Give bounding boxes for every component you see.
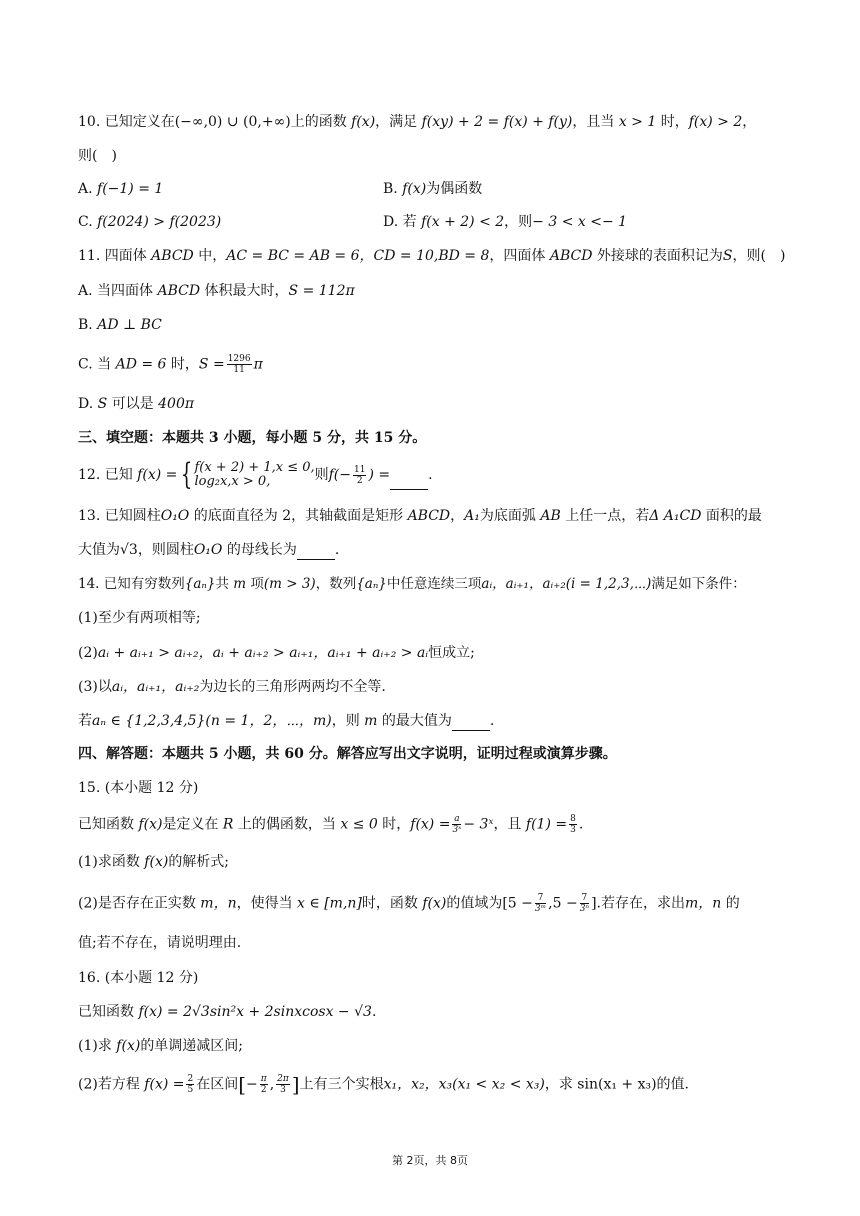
text: . xyxy=(489,713,495,729)
text: (2)是否存在正实数 xyxy=(78,895,196,912)
text: 已知函数 xyxy=(78,816,134,833)
q14-question xyxy=(78,711,494,731)
math: f(x) xyxy=(402,181,427,197)
math: O₁O xyxy=(193,542,223,558)
text: 为偶函数 xyxy=(426,181,483,197)
math: f(x) xyxy=(422,895,447,912)
text: 外接球的表面积记为 xyxy=(596,248,723,264)
text: 的 xyxy=(725,895,740,912)
q15-heading: 15. (本小题 12 分) xyxy=(78,780,199,796)
text: ， xyxy=(450,508,465,524)
numerator: a xyxy=(454,814,460,824)
math: x ≤ 0 xyxy=(340,816,378,833)
fraction xyxy=(569,814,577,835)
text: 中任意连续三项 xyxy=(386,576,482,592)
text: ，且当 xyxy=(572,114,615,130)
math: S xyxy=(97,396,108,412)
q15-part-2-continued: 值;若不存在，请说明理由. xyxy=(78,935,242,951)
text: 的底面直径为 2，其轴截面是矩形 xyxy=(193,508,404,524)
math: AD = 6 xyxy=(115,356,167,373)
math: f(x) xyxy=(138,816,163,833)
q15-part-2 xyxy=(78,893,740,914)
text: ，使得当 xyxy=(236,895,293,912)
q13-line-1 xyxy=(78,506,762,526)
math: m xyxy=(233,576,247,592)
text: 在区间 xyxy=(196,1076,239,1093)
math: ] xyxy=(591,895,597,912)
math: f(− xyxy=(328,467,351,483)
math: S xyxy=(722,248,733,264)
label: B. xyxy=(78,317,93,333)
text: 12. 已知 xyxy=(78,467,133,483)
fraction xyxy=(535,893,546,914)
math: aᵢ + aᵢ₊₁ > aᵢ₊₂，aᵢ + aᵢ₊₂ > aᵢ₊₁，aᵢ₊₁ + aᵢ₊₂ > aᵢ xyxy=(97,645,429,661)
q16-heading: 16. (本小题 12 分) xyxy=(78,970,199,986)
q13-line-2 xyxy=(78,540,339,560)
text: 项 xyxy=(250,576,264,592)
piecewise-cases xyxy=(194,461,314,489)
math: sin(x₁ + x₃) xyxy=(577,1076,657,1093)
brace: { xyxy=(181,457,193,492)
q15-stem xyxy=(78,814,583,835)
text: 面积的最 xyxy=(705,508,762,524)
denominator: 11 xyxy=(233,365,245,375)
text: 已知函数 xyxy=(78,1004,134,1020)
math: − 3 < x <− 1 xyxy=(532,214,628,230)
fraction xyxy=(260,1074,268,1095)
math: AB xyxy=(540,508,561,524)
math: {aₙ} xyxy=(184,576,216,592)
math: O₁O xyxy=(160,508,190,524)
denominator: 2 xyxy=(356,475,363,486)
text: 的单调递减区间; xyxy=(140,1038,244,1054)
numerator: 7 xyxy=(581,893,588,903)
math: R xyxy=(222,816,234,833)
numerator: 2 xyxy=(187,1074,194,1084)
text: (1)求函数 xyxy=(78,854,140,870)
text: 上任一点，若 xyxy=(565,508,650,524)
q14-condition-3 xyxy=(78,677,386,697)
math: f(x) = 2√3sin²x + 2sinxcosx − √3 xyxy=(138,1004,372,1020)
math: f(1) = xyxy=(525,816,568,833)
q14-condition-1: (1)至少有两项相等; xyxy=(78,610,201,626)
text: 为底面弧 xyxy=(479,508,536,524)
math: f(2024) > f(2023) xyxy=(97,214,222,230)
text: 的值. xyxy=(656,1076,689,1093)
q10-stem xyxy=(78,112,756,132)
math: π xyxy=(253,356,263,373)
section-4-heading: 四、解答题：本题共 5 小题，共 60 分。解答应写出文字说明，证明过程或演算步骤。 xyxy=(78,746,617,762)
text: 上的偶函数，当 xyxy=(237,816,336,833)
math: aᵢ，aᵢ₊₁，aᵢ₊₂(i = 1,2,3,⋯) xyxy=(481,576,652,592)
math: x₁，x₂，x₃(x₁ < x₂ < x₃) xyxy=(383,1076,545,1093)
q11-stem xyxy=(78,246,785,266)
denominator: 3 xyxy=(280,1085,286,1095)
text: ，且 xyxy=(493,816,522,833)
denominator: 3 xyxy=(570,825,576,835)
text: . xyxy=(578,816,584,833)
text: ，则圆柱 xyxy=(137,542,194,558)
q11-option-d xyxy=(78,394,194,414)
text: 10. 已知定义在 xyxy=(78,114,175,130)
math: f(x) xyxy=(116,1038,141,1054)
denominator: 2 xyxy=(260,1085,267,1095)
numerator: 2π xyxy=(277,1074,289,1084)
answer-blank[interactable] xyxy=(297,545,335,560)
text: 若 xyxy=(78,713,92,729)
denominator: 3ᵐ xyxy=(534,904,547,914)
math: m，n xyxy=(685,895,722,912)
text: 13. 已知圆柱 xyxy=(78,508,161,524)
text: 中， xyxy=(198,248,227,264)
numerator: 1296 xyxy=(227,354,251,364)
text: 时， xyxy=(170,356,199,373)
math: f(x) xyxy=(351,114,376,130)
math: ) = xyxy=(368,467,391,483)
math: − 3ˣ xyxy=(463,816,494,833)
text: 上有三个实根 xyxy=(299,1076,384,1093)
label: C. xyxy=(78,214,93,230)
text: (2) xyxy=(78,645,98,661)
q16-stem xyxy=(78,1002,376,1022)
text: 的母线长为 xyxy=(226,542,297,558)
text: 可以是 xyxy=(111,396,154,412)
math: (−∞,0) ∪ (0,+∞) xyxy=(174,114,291,130)
math: f(x) xyxy=(144,854,169,870)
math: aᵢ，aᵢ₊₁，aᵢ₊₂ xyxy=(111,679,200,695)
answer-blank[interactable] xyxy=(452,716,490,731)
math: f(xy) + 2 = f(x) + f(y) xyxy=(421,114,573,130)
math: {aₙ} xyxy=(356,576,387,592)
math: AC = BC = AB = 6，CD = 10,BD = 8 xyxy=(226,248,490,264)
math: √3 xyxy=(120,542,138,558)
q14-condition-2 xyxy=(78,643,475,663)
page-footer: 第 2页，共 8页 xyxy=(392,1154,468,1167)
text: ，求 xyxy=(544,1076,573,1093)
text: 时， xyxy=(382,816,411,833)
math: f(x + 2) < 2 xyxy=(421,214,505,230)
math: f(x) > 2 xyxy=(688,114,743,130)
fraction xyxy=(353,465,366,486)
q10-option-d xyxy=(383,212,627,232)
answer-blank[interactable] xyxy=(390,475,428,490)
text: 时，函数 xyxy=(361,895,418,912)
q12-stem xyxy=(78,457,433,492)
fraction xyxy=(452,814,461,835)
left-bracket: [ xyxy=(238,1072,247,1097)
math: ABCD xyxy=(549,248,593,264)
math: x > 1 xyxy=(618,114,657,130)
math: AD ⊥ BC xyxy=(97,317,162,333)
text: ，满足 xyxy=(375,114,418,130)
math: f(x) = xyxy=(144,1076,185,1093)
text: 的值域为 xyxy=(446,895,503,912)
section-3-heading: 三、填空题：本题共 3 小题，每小题 5 分，共 15 分。 xyxy=(78,430,427,446)
denominator: 5 xyxy=(187,1085,194,1095)
q11-option-b xyxy=(78,315,162,335)
text: . xyxy=(334,542,340,558)
text: A. 当四面体 xyxy=(78,283,154,299)
math: f(−1) = 1 xyxy=(97,181,164,197)
text: 恒成立; xyxy=(428,645,475,661)
q16-part-1 xyxy=(78,1036,243,1056)
q10-then xyxy=(78,146,117,166)
text: 的最大值为 xyxy=(381,713,452,729)
text: 共 xyxy=(215,576,229,592)
text: ， xyxy=(742,114,757,130)
text: ，数列 xyxy=(315,576,357,592)
text: 上的函数 xyxy=(290,114,347,130)
math: aₙ ∈ {1,2,3,4,5}(n = 1，2，⋯，m) xyxy=(92,713,332,729)
text: 时， xyxy=(660,114,689,130)
label: D. 若 xyxy=(383,214,417,230)
q11-option-a xyxy=(78,281,355,301)
math: ABCD xyxy=(151,248,194,264)
case: log₂x,x > 0, xyxy=(194,474,271,489)
text: .若存在，求出 xyxy=(596,895,685,912)
text: 的解析式; xyxy=(168,854,230,870)
text: . xyxy=(371,1004,377,1020)
label: A. xyxy=(78,181,93,197)
math: S = xyxy=(198,356,225,373)
math: − xyxy=(246,1076,258,1093)
math: Δ A₁CD xyxy=(649,508,702,524)
text: ，则 xyxy=(331,713,360,729)
math: (m > 3) xyxy=(263,576,316,592)
text: ，则 xyxy=(504,214,533,230)
math: f(x) = xyxy=(410,816,451,833)
text: 是定义在 xyxy=(162,816,219,833)
text: (3)以 xyxy=(78,679,112,695)
math: m xyxy=(364,713,378,729)
q16-part-2: (2)若方程 f(x) = $\frac{2}{5}$ 在区间[− $\frac{\pi}{2}$ , $\frac{2\pi}{3}$ ]上有三个实根x₁，x₂，x₃(x₁ < x₂ < x₃)，求 sin(x₁ + x₃)的值. xyxy=(78,1072,689,1097)
numerator: 8 xyxy=(570,814,576,824)
math: f(x) = xyxy=(137,467,178,483)
fraction xyxy=(580,893,589,914)
text: 则( ) xyxy=(78,148,117,164)
q14-stem xyxy=(78,574,746,594)
math: S = 112π xyxy=(288,283,355,299)
fraction xyxy=(227,354,252,375)
numerator: π xyxy=(260,1074,267,1084)
label: D. xyxy=(78,396,94,412)
text: 体积最大时， xyxy=(204,283,289,299)
q11-option-c xyxy=(78,354,263,375)
text: ，则( ) xyxy=(732,248,786,264)
fraction xyxy=(186,1074,194,1095)
math: m，n xyxy=(200,895,237,912)
math: ABCD xyxy=(407,508,451,524)
q15-part-1 xyxy=(78,852,229,872)
text: 大值为 xyxy=(78,542,120,558)
text: 则 xyxy=(314,467,329,483)
q10-option-a xyxy=(78,179,163,199)
text: (2)若方程 xyxy=(78,1076,140,1093)
math: ABCD xyxy=(157,283,201,299)
math: 400π xyxy=(158,396,195,412)
math: A₁ xyxy=(464,508,480,524)
label: B. xyxy=(383,181,398,197)
text: 为边长的三角形两两均不全等. xyxy=(199,679,386,695)
fraction xyxy=(276,1074,290,1095)
denominator: 3ⁿ xyxy=(579,904,590,914)
text: 11. 四面体 xyxy=(78,248,147,264)
math: x ∈ [m,n] xyxy=(297,895,362,912)
text: . xyxy=(428,467,433,483)
math: [5 − xyxy=(502,895,533,912)
denominator: 3ˣ xyxy=(452,825,462,835)
right-bracket: ] xyxy=(291,1072,300,1097)
q10-option-b xyxy=(383,179,482,199)
text: (1)求 xyxy=(78,1038,112,1054)
numerator: 11 xyxy=(354,464,366,475)
text: 满足如下条件： xyxy=(651,576,746,592)
text: C. 当 xyxy=(78,356,112,373)
numerator: 7 xyxy=(535,893,546,904)
text: ，四面体 xyxy=(489,248,546,264)
case: f(x + 2) + 1,x ≤ 0, xyxy=(194,460,315,475)
q10-option-c xyxy=(78,212,221,232)
math: ,5 − xyxy=(548,895,578,912)
text: 14. 已知有穷数列 xyxy=(78,576,185,592)
